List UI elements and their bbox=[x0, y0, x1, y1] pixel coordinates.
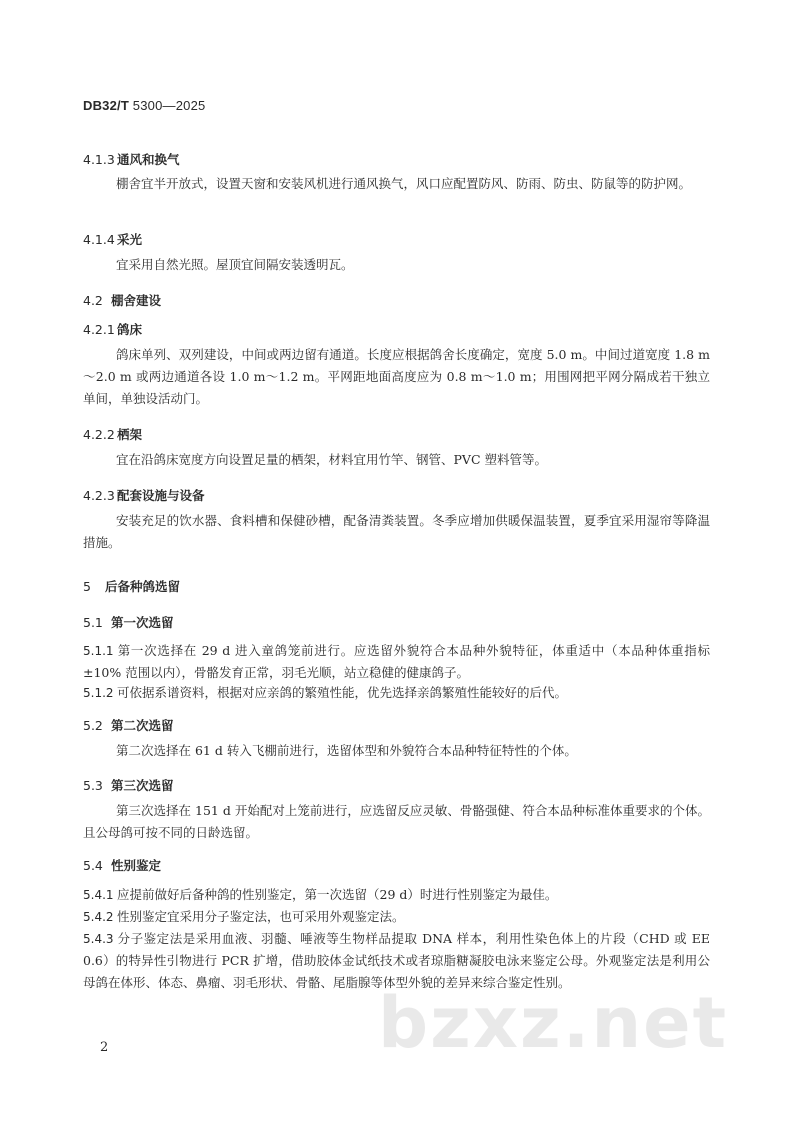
section-title: 第一次选留 bbox=[111, 615, 174, 630]
heading-5-2 bbox=[83, 716, 174, 734]
clause-number: 5.1.1 bbox=[83, 644, 114, 658]
section-number: 4.1.3 bbox=[83, 152, 115, 167]
section-number: 5.2 bbox=[83, 718, 103, 733]
section-title: 栖架 bbox=[117, 427, 143, 442]
paragraph-facilities: 安装充足的饮水器、食料槽和保健砂槽，配备清粪装置。冬季应增加供暖保温装置，夏季宜采用湿帘等降温措施。 bbox=[83, 513, 710, 550]
clause-5-1-2 bbox=[83, 682, 710, 704]
section-number: 4.2 bbox=[83, 293, 103, 308]
heading-5-1 bbox=[83, 613, 174, 631]
clause-text: 应提前做好后备种鸽的性别鉴定，第一次选留（29 d）时进行性别鉴定为最佳。 bbox=[117, 887, 558, 902]
heading-5 bbox=[83, 577, 180, 595]
section-number: 5.3 bbox=[83, 778, 103, 793]
heading-4-2-2 bbox=[83, 425, 142, 443]
section-number: 4.2.2 bbox=[83, 427, 115, 442]
paragraph-ventilation: 棚舍宜半开放式，设置天窗和安装风机进行通风换气，风口应配置防风、防雨、防虫、防鼠等的防护网。 bbox=[116, 176, 692, 191]
clause-5-4-2 bbox=[83, 906, 710, 928]
section-title: 第二次选留 bbox=[111, 718, 174, 733]
section-number: 4.2.1 bbox=[83, 322, 115, 337]
page-number: 2 bbox=[100, 1040, 109, 1055]
clause-5-1-1 bbox=[83, 640, 710, 684]
clause-text: 可依据系谱资料，根据对应亲鸽的繁殖性能，优先选择亲鸽繁殖性能较好的后代。 bbox=[117, 685, 568, 700]
section-number: 5.1 bbox=[83, 615, 103, 630]
standard-code: DB32/T 5300—2025 bbox=[83, 98, 206, 113]
heading-5-3 bbox=[83, 776, 174, 794]
clause-number: 5.4.2 bbox=[83, 910, 114, 924]
clause-number: 5.4.1 bbox=[83, 888, 114, 902]
watermark: bzxz.net bbox=[378, 982, 729, 1064]
section-number: 5 bbox=[83, 579, 91, 594]
clause-text: 分子鉴定法是采用血液、羽髓、唾液等生物样品提取 DNA 样本，利用性染色体上的片段（CHD 或 EE 0.6）的特异性引物进行 PCR 扩增，借助胶体金试纸技术或者琼脂糖凝胶电泳来鉴定公母。外观鉴定法是利用公母鸽在体形、体态、鼻瘤、羽毛形状、骨骼、尾脂腺等体型外貌的差异来综合鉴定性别。 bbox=[83, 931, 710, 990]
section-number: 4.2.3 bbox=[83, 488, 115, 503]
paragraph-lighting: 宜采用自然光照。屋顶宜间隔安装透明瓦。 bbox=[116, 257, 354, 272]
paragraph-third-selection: 第三次选择在 151 d 开始配对上笼前进行，应选留反应灵敏、骨骼强健、符合本品种标准体重要求的个体。且公母鸽可按不同的日龄选留。 bbox=[83, 803, 710, 840]
section-title: 棚舍建设 bbox=[111, 293, 162, 308]
section-title: 第三次选留 bbox=[111, 778, 174, 793]
clause-text: 第一次选择在 29 d 进入童鸽笼前进行。应选留外貌符合本品种外貌特征，体重适中（本品种体重指标±10% 范围以内），骨骼发育正常，羽毛光顺，站立稳健的健康鸽子。 bbox=[83, 643, 710, 680]
section-title: 性别鉴定 bbox=[111, 858, 162, 873]
heading-5-4 bbox=[83, 856, 161, 874]
section-title: 通风和换气 bbox=[117, 152, 180, 167]
paragraph-second-selection: 第二次选择在 61 d 转入飞棚前进行，选留体型和外貌符合本品种特征特性的个体。 bbox=[116, 743, 577, 758]
clause-text: 性别鉴定宜采用分子鉴定法，也可采用外观鉴定法。 bbox=[117, 909, 405, 924]
section-title: 鸽床 bbox=[117, 322, 143, 337]
section-number: 4.1.4 bbox=[83, 232, 115, 247]
clause-number: 5.1.2 bbox=[83, 686, 114, 700]
heading-4-1-4 bbox=[83, 230, 142, 248]
paragraph-perch: 宜在沿鸽床宽度方向设置足量的栖架，材料宜用竹竿、钢管、PVC 塑料管等。 bbox=[116, 452, 547, 467]
paragraph-pigeon-bed: 鸽床单列、双列建设，中间或两边留有通道。长度应根据鸽舍长度确定，宽度 5.0 m。中间过道宽度 1.8 m～2.0 m 或两边通道各设 1.0 m～1.2 m。平网距地面高度应为 0.8 m～1.0 m；用围网把平网分隔成若干独立单间，单独设活动门。 bbox=[83, 347, 710, 406]
section-number: 5.4 bbox=[83, 858, 103, 873]
heading-4-2-1 bbox=[83, 320, 142, 338]
section-title: 后备种鸽选留 bbox=[105, 579, 181, 594]
heading-4-2 bbox=[83, 291, 161, 309]
section-title: 配套设施与设备 bbox=[117, 488, 205, 503]
clause-5-4-1 bbox=[83, 884, 710, 906]
clause-number: 5.4.3 bbox=[83, 932, 114, 946]
heading-4-1-3 bbox=[83, 150, 180, 168]
section-title: 采光 bbox=[117, 232, 143, 247]
heading-4-2-3 bbox=[83, 486, 205, 504]
